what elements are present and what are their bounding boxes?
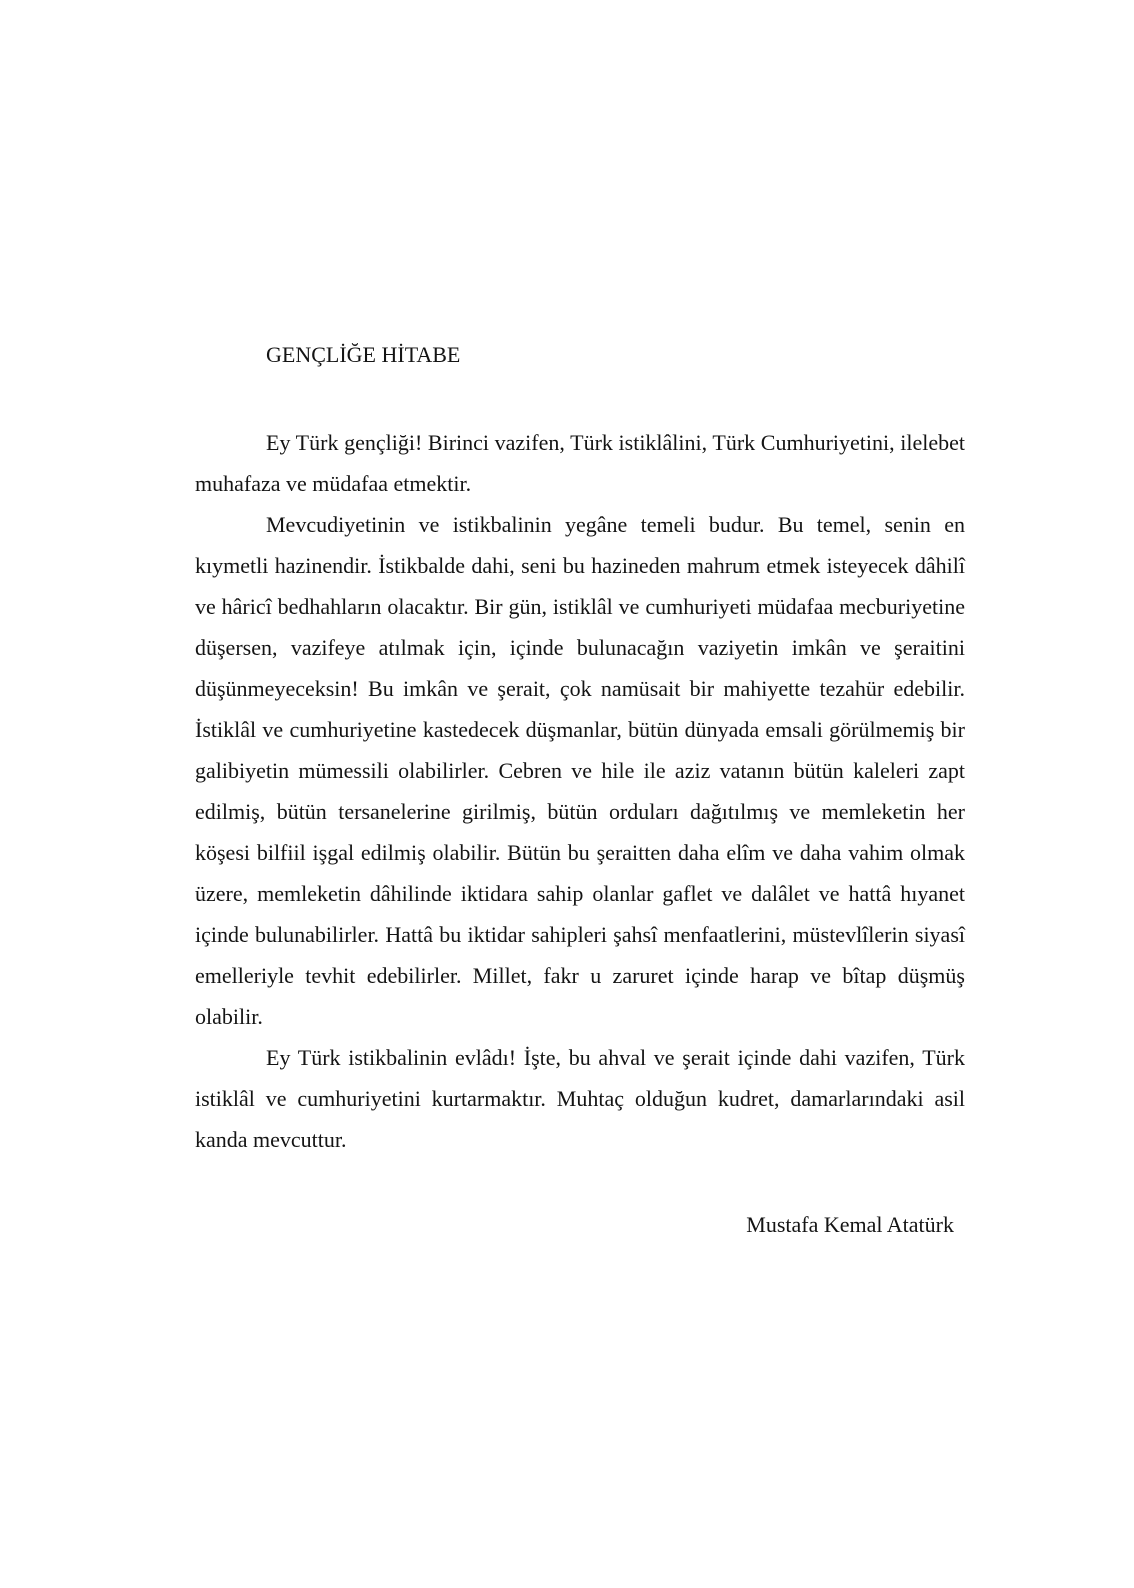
document-title: GENÇLİĞE HİTABE (266, 342, 461, 367)
paragraph-1: Ey Türk gençliği! Birinci vazifen, Türk istiklâlini, Türk Cumhuriyetini, ilelebet muhafaza ve müdafaa etmektir. (195, 430, 965, 496)
signature: Mustafa Kemal Atatürk (746, 1212, 954, 1237)
paragraph-2: Mevcudiyetinin ve istikbalinin yegâne temeli budur. Bu temel, senin en kıymetli hazinendir. İstikbalde dahi, seni bu hazineden mahrum etmek isteyecek dâhilî ve hâricî bedhahların olacaktır. Bir gün, istiklâl ve cumhuriyeti müdafaa mecburiyetine düşersen, vazifeye atılmak için, içinde bulunacağın vaziyetin imkân ve şeraitini düşünmeyeceksin! Bu imkân ve şerait, çok namüsait bir mahiyette tezahür edebilir. İstiklâl ve cumhuriyetine kastedecek düşmanlar, bütün dünyada emsali görülmemiş bir galibiyetin mümessili olabilirler. Cebren ve hile ile aziz vatanın bütün kaleleri zapt edilmiş, bütün tersanelerine girilmiş, bütün orduları dağıtılmış ve memleketin her köşesi bilfiil işgal edilmiş olabilir. Bütün bu şeraitten daha elîm ve daha vahim olmak üzere, memleketin dâhilinde iktidara sahip olanlar gaflet ve dalâlet ve hattâ hıyanet içinde bulunabilirler. Hattâ bu iktidar sahipleri şahsî menfaatlerini, müstevlîlerin siyasî emelleriyle tevhit edebilirler. Millet, fakr u zaruret içinde harap ve bîtap düşmüş olabilir. (195, 512, 965, 1029)
paragraph-3: Ey Türk istikbalinin evlâdı! İşte, bu ahval ve şerait içinde dahi vazifen, Türk istiklâl ve cumhuriyetini kurtarmaktır. Muhtaç olduğun kudret, damarlarındaki asil kanda mevcuttur. (195, 1045, 965, 1152)
document-body (195, 422, 965, 1160)
